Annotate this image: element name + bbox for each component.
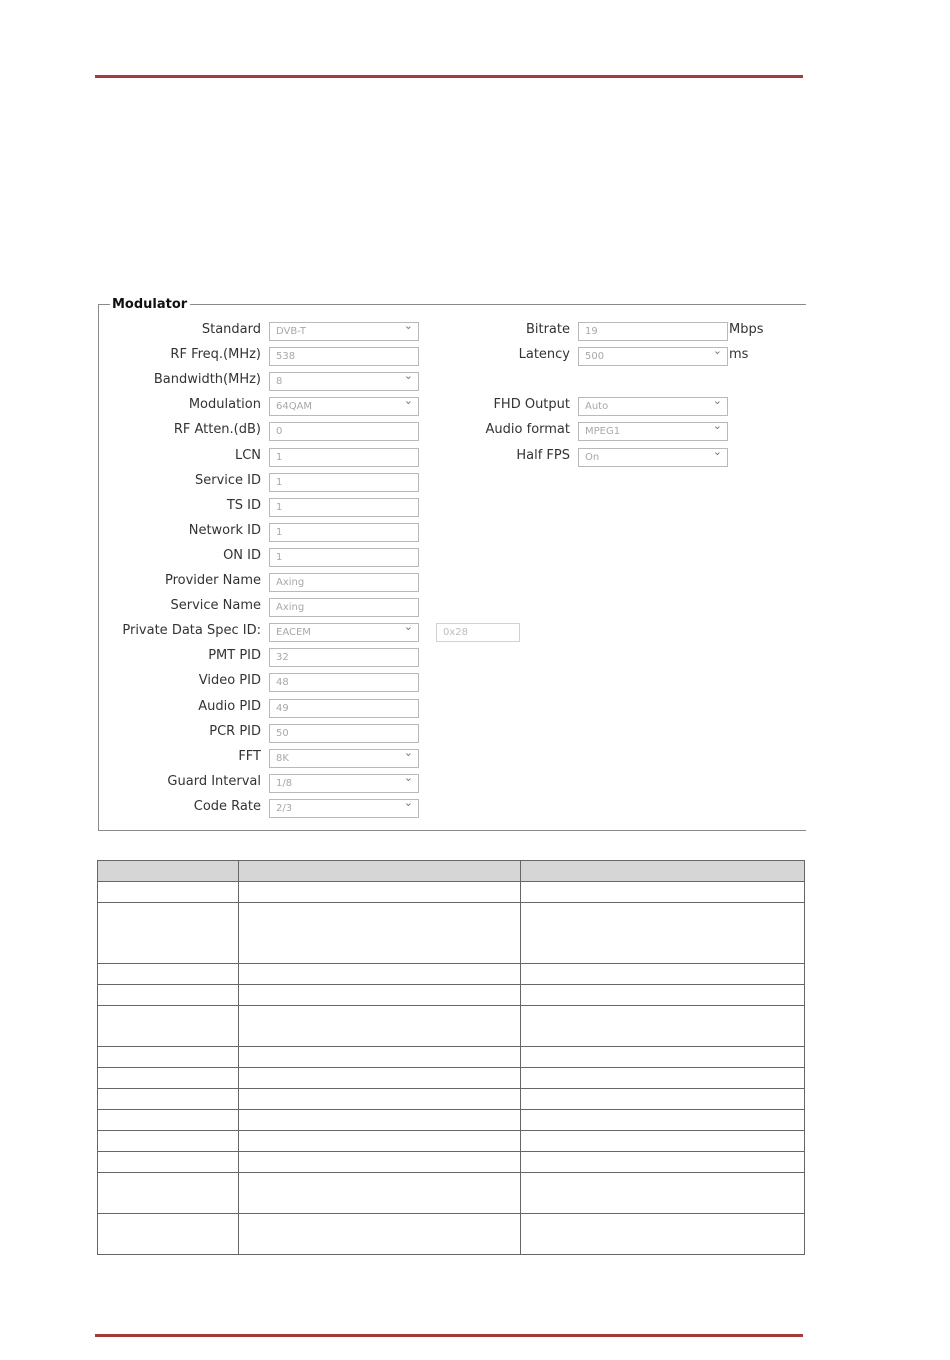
code-rate-label: Code Rate: [193, 799, 261, 814]
rf-freq-mhz-input[interactable]: 538: [269, 347, 419, 366]
lcn-label: LCN: [234, 448, 261, 463]
latency-select[interactable]: 500 ⌄: [578, 347, 728, 366]
standard-label: Standard: [201, 322, 261, 337]
bandwidth-mhz-select[interactable]: 8 ⌄: [269, 372, 419, 391]
private-data-spec-id-label: Private Data Spec ID:: [122, 623, 261, 638]
pcr-pid-label: PCR PID: [209, 724, 261, 739]
table-cell: [238, 1110, 521, 1131]
table-cell: [98, 903, 239, 964]
table-cell: [521, 1214, 805, 1255]
modulator-legend: Modulator: [110, 297, 190, 312]
table-row: [98, 1047, 805, 1068]
table-cell: [98, 1131, 239, 1152]
table-cell: [238, 1047, 521, 1068]
pmt-pid-input[interactable]: 32: [269, 648, 419, 667]
rf-atten-db-input[interactable]: 0: [269, 422, 419, 441]
table-cell: [521, 1047, 805, 1068]
private-data-hex-input[interactable]: 0x28: [436, 623, 520, 642]
table-row: [98, 1006, 805, 1047]
code-rate-select[interactable]: 2/3 ⌄: [269, 799, 419, 818]
bitrate-unit-label: Mbps: [729, 322, 764, 337]
table-row: [98, 1089, 805, 1110]
table-header-cell: [238, 861, 521, 882]
header-rule: [95, 75, 803, 78]
lcn-input[interactable]: 1: [269, 448, 419, 467]
latency-label: Latency: [518, 347, 570, 362]
provider-name-input[interactable]: Axing: [269, 573, 419, 592]
table-cell: [238, 1068, 521, 1089]
table-cell: [98, 1047, 239, 1068]
table-cell: [238, 903, 521, 964]
fhd-output-select[interactable]: Auto ⌄: [578, 397, 728, 416]
table-header-cell: [521, 861, 805, 882]
pmt-pid-label: PMT PID: [208, 648, 261, 663]
table-cell: [98, 882, 239, 903]
table-cell: [521, 903, 805, 964]
table-cell: [98, 1089, 239, 1110]
on-id-label: ON ID: [223, 548, 261, 563]
parameter-table: [97, 860, 805, 1255]
rf-freq-mhz-label: RF Freq.(MHz): [170, 347, 261, 362]
table-row: [98, 1214, 805, 1255]
table-row: [98, 1131, 805, 1152]
standard-select[interactable]: DVB-T ⌄: [269, 322, 419, 341]
table-cell: [238, 1131, 521, 1152]
audio-format-select[interactable]: MPEG1 ⌄: [578, 422, 728, 441]
table-row: [98, 1152, 805, 1173]
table-cell: [98, 1006, 239, 1047]
modulation-select[interactable]: 64QAM ⌄: [269, 397, 419, 416]
table-cell: [238, 882, 521, 903]
table-cell: [521, 1173, 805, 1214]
table-cell: [521, 985, 805, 1006]
half-fps-select[interactable]: On ⌄: [578, 448, 728, 467]
audio-pid-input[interactable]: 49: [269, 699, 419, 718]
modulation-label: Modulation: [188, 397, 261, 412]
service-name-label: Service Name: [170, 598, 261, 613]
service-id-label: Service ID: [194, 473, 261, 488]
guard-interval-select[interactable]: 1/8 ⌄: [269, 774, 419, 793]
table-cell: [521, 1110, 805, 1131]
table-cell: [98, 964, 239, 985]
pcr-pid-input[interactable]: 50: [269, 724, 419, 743]
table-cell: [238, 985, 521, 1006]
audio-format-label: Audio format: [485, 422, 570, 437]
table-cell: [238, 1089, 521, 1110]
table-cell: [521, 1068, 805, 1089]
half-fps-label: Half FPS: [516, 448, 570, 463]
video-pid-label: Video PID: [198, 673, 261, 688]
service-name-input[interactable]: Axing: [269, 598, 419, 617]
network-id-label: Network ID: [188, 523, 261, 538]
table-header-cell: [98, 861, 239, 882]
table-row: [98, 964, 805, 985]
footer-rule: [95, 1334, 803, 1337]
table-cell: [521, 1006, 805, 1047]
table-cell: [238, 1152, 521, 1173]
table-cell: [98, 1152, 239, 1173]
table-cell: [521, 1152, 805, 1173]
service-id-input[interactable]: 1: [269, 473, 419, 492]
table-cell: [521, 1089, 805, 1110]
table-cell: [521, 1131, 805, 1152]
provider-name-label: Provider Name: [164, 573, 261, 588]
table-row: [98, 903, 805, 964]
private-data-spec-id-select[interactable]: EACEM ⌄: [269, 623, 419, 642]
table-row: [98, 1068, 805, 1089]
bandwidth-mhz-label: Bandwidth(MHz): [153, 372, 261, 387]
table-cell: [238, 1173, 521, 1214]
table-row: [98, 1110, 805, 1131]
table-cell: [238, 1214, 521, 1255]
latency-unit-label: ms: [729, 347, 749, 362]
ts-id-input[interactable]: 1: [269, 498, 419, 517]
table-cell: [98, 1110, 239, 1131]
fft-label: FFT: [238, 749, 261, 764]
table-cell: [521, 964, 805, 985]
table-cell: [98, 1173, 239, 1214]
table-cell: [98, 985, 239, 1006]
bitrate-input[interactable]: 19: [578, 322, 728, 341]
table-cell: [98, 1214, 239, 1255]
fhd-output-label: FHD Output: [493, 397, 570, 412]
table-cell: [521, 882, 805, 903]
table-row: [98, 1173, 805, 1214]
rf-atten-db-label: RF Atten.(dB): [173, 422, 261, 437]
audio-pid-label: Audio PID: [198, 699, 261, 714]
fft-select[interactable]: 8K ⌄: [269, 749, 419, 768]
table-cell: [98, 1068, 239, 1089]
guard-interval-label: Guard Interval: [167, 774, 261, 789]
table-cell: [238, 1006, 521, 1047]
ts-id-label: TS ID: [226, 498, 261, 513]
network-id-input[interactable]: 1: [269, 523, 419, 542]
table-header-row: [98, 861, 805, 882]
table-cell: [238, 964, 521, 985]
on-id-input[interactable]: 1: [269, 548, 419, 567]
table-row: [98, 882, 805, 903]
bitrate-label: Bitrate: [525, 322, 570, 337]
table-row: [98, 985, 805, 1006]
video-pid-input[interactable]: 48: [269, 673, 419, 692]
